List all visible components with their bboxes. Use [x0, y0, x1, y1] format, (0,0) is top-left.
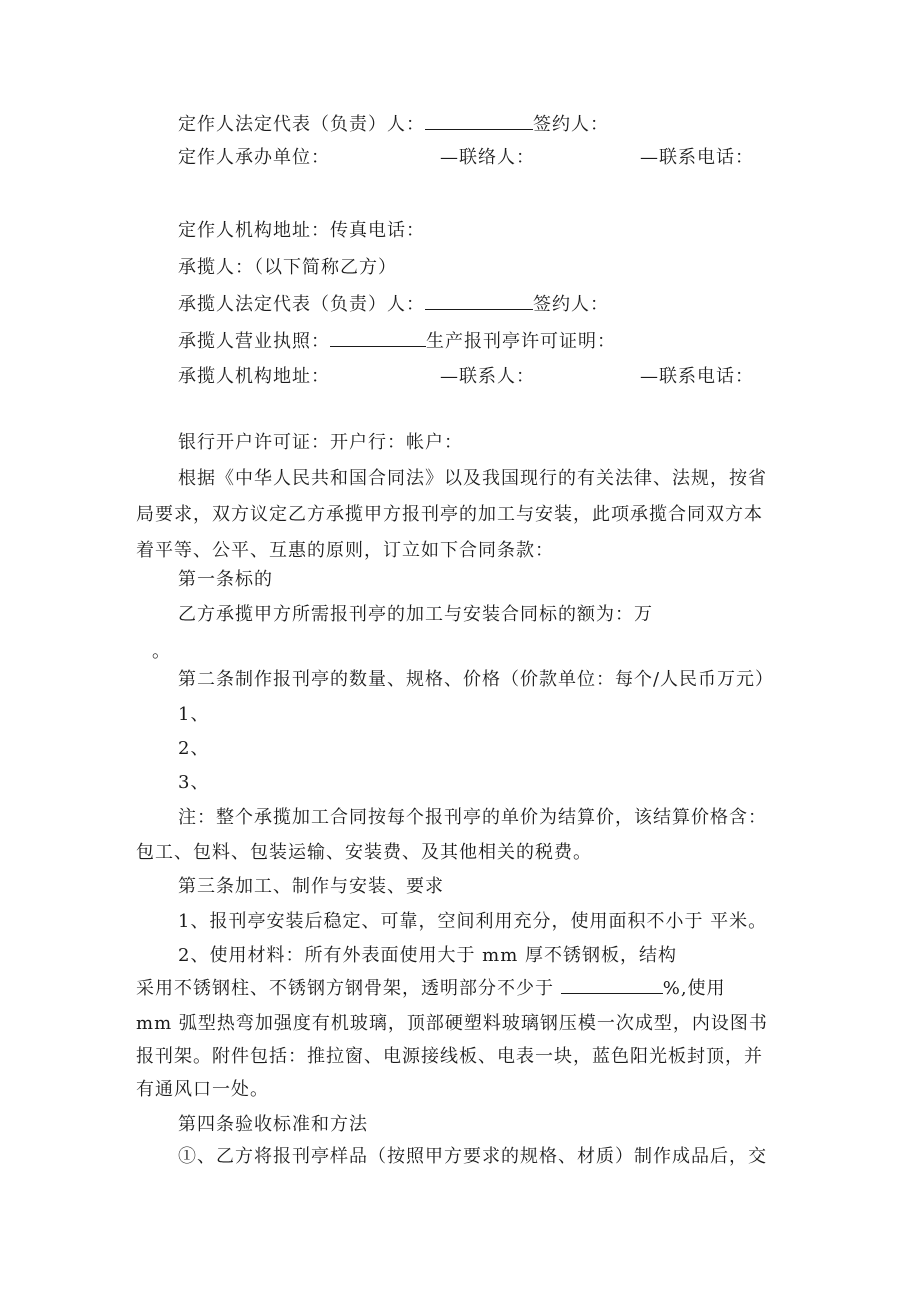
article-2-item-1: 1、 [178, 704, 210, 725]
requirement-2-line-3: mm 弧型热弯加强度有机玻璃，顶部硬塑料玻璃钢压模一次成型，内设图书 [136, 1013, 768, 1034]
party-b-address-line [178, 365, 330, 389]
party-a-address-line [178, 219, 425, 243]
article-1-period: 。 [152, 641, 171, 662]
party-b-phone-label: —联系电话： [640, 366, 754, 387]
party-b-address-label: 承揽人机构地址： [178, 366, 330, 387]
preamble-line-3: 着平等、公平、互惠的原则，订立如下合同条款： [136, 540, 554, 561]
requirement-2-cont-text: 采用不锈钢柱、不锈钢方钢骨架，透明部分不少于 [136, 978, 561, 999]
party-b-contact [440, 365, 535, 389]
party-b-signer-label: 签约人： [533, 294, 609, 315]
party-a-address-label: 定作人机构地址：传真电话： [178, 220, 425, 241]
party-b-contact-label: —联系人： [440, 366, 535, 387]
article-3-heading: 第三条加工、制作与安装、要求 [178, 876, 444, 897]
requirement-2: 2、使用材料：所有外表面使用大于 mm 厚不锈钢板，结构 [178, 945, 678, 966]
article-4-heading: 第四条验收标准和方法 [178, 1114, 368, 1135]
party-a-phone-label: —联系电话： [640, 147, 754, 168]
party-a-legal-rep-blank [425, 112, 533, 130]
party-a-legal-rep-label: 定作人法定代表（负责）人： [178, 114, 425, 135]
party-b-license-line [178, 329, 616, 353]
article-1-heading: 第一条标的 [178, 569, 273, 590]
requirement-2-line-4: 报刊架。附件包括：推拉窗、电源接线板、电表一块，蓝色阳光板封顶，并 [136, 1046, 763, 1067]
party-a-signer-label: 签约人： [533, 114, 609, 135]
article-4-item-1: ①、乙方将报刊亭样品（按照甲方要求的规格、材质）制作成品后，交 [178, 1146, 767, 1167]
party-a-unit-line [178, 146, 330, 170]
party-b-license-label: 承揽人营业执照： [178, 331, 330, 352]
party-a-liaison-label: —联络人： [440, 147, 535, 168]
party-b-permit-label: 生产报刊亭许可证明： [426, 331, 616, 352]
party-b-license-blank [330, 329, 426, 347]
article-2-item-3: 3、 [178, 772, 210, 793]
party-a-phone [640, 146, 754, 170]
bank-label: 银行开户许可证：开户行：帐户： [178, 432, 463, 453]
requirement-2-cont-tail: %,使用 [662, 978, 726, 999]
article-2-item-2: 2、 [178, 738, 210, 759]
party-b-legal-rep-line [178, 292, 609, 316]
note-line-1: 注：整个承揽加工合同按每个报刊亭的单价为结算价，该结算价格含： [178, 807, 767, 828]
party-b-line [178, 256, 397, 280]
party-a-unit-label: 定作人承办单位： [178, 147, 330, 168]
note-line-2: 包工、包料、包装运输、安装费、及其他相关的税费。 [136, 842, 592, 863]
bank-line [178, 431, 463, 455]
party-b-phone [640, 365, 754, 389]
article-2-heading: 第二条制作报刊亭的数量、规格、价格（价款单位：每个/人民币万元） [178, 669, 775, 690]
party-b-legal-rep-label: 承揽人法定代表（负责）人： [178, 294, 425, 315]
preamble-line-2: 局要求，双方议定乙方承揽甲方报刊亭的加工与安装，此项承揽合同双方本 [136, 504, 763, 525]
party-b-legal-rep-blank [425, 292, 533, 310]
party-a-legal-rep-line [178, 112, 609, 136]
preamble-line-1: 根据《中华人民共和国合同法》以及我国现行的有关法律、法规，按省 [178, 468, 767, 489]
party-a-liaison [440, 146, 535, 170]
requirement-1: 1、报刊亭安装后稳定、可靠，空间利用充分，使用面积不小于 平米。 [178, 911, 768, 932]
requirement-2-cont [136, 976, 726, 1000]
party-b-label: 承揽人：（以下简称乙方） [178, 257, 397, 278]
article-1-text: 乙方承揽甲方所需报刊亭的加工与安装合同标的额为：万 [178, 604, 653, 625]
requirement-2-line-5: 有通风口一处。 [136, 1079, 269, 1100]
transparent-percent-blank [561, 976, 663, 994]
